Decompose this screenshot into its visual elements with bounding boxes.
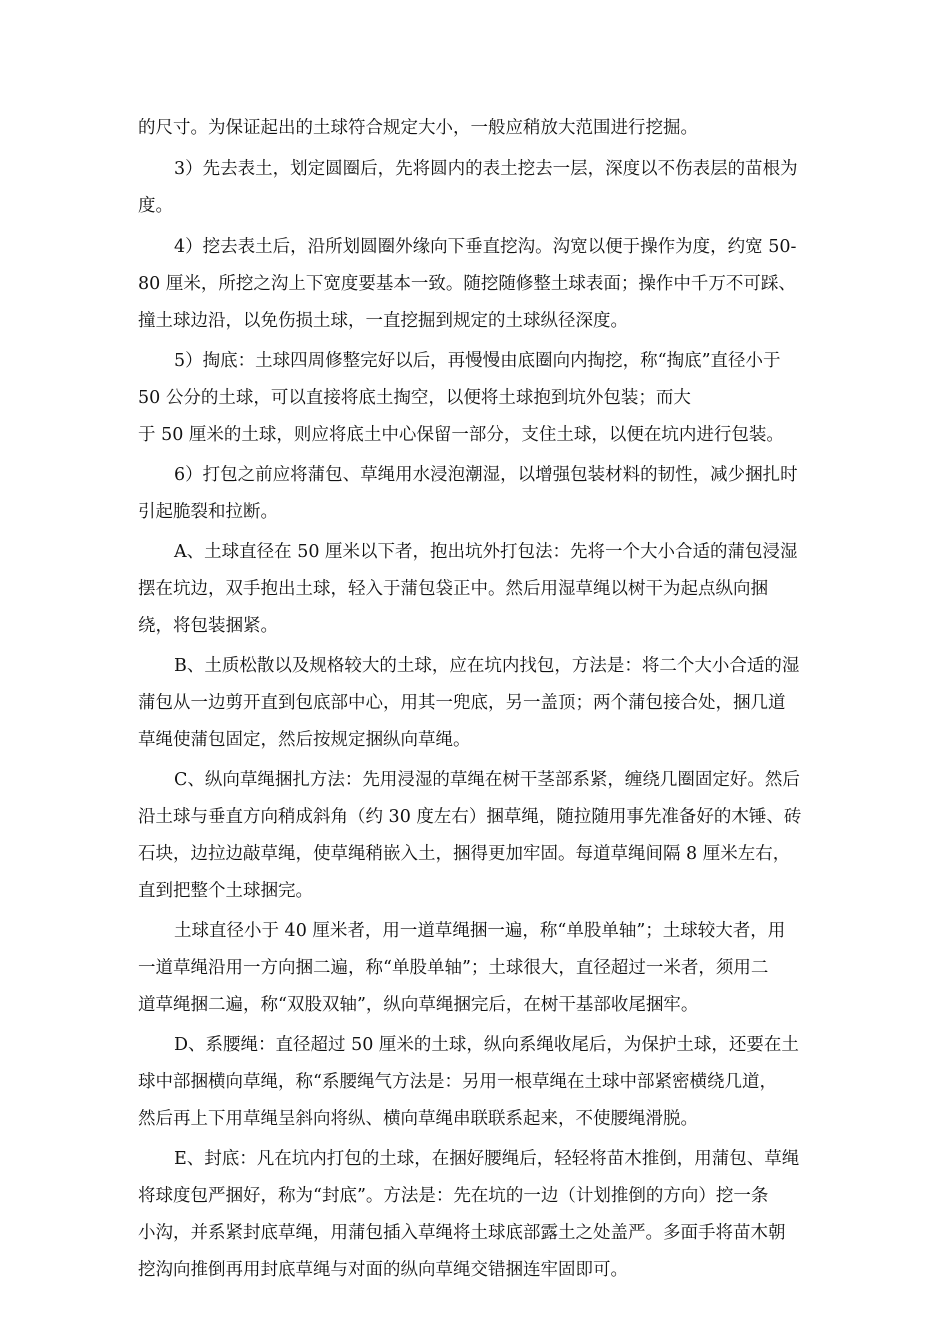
text-line: 沿土球与垂直方向稍成斜角（约 30 度左右）捆草绳，随拉随用事先准备好的木锤、砖 bbox=[138, 807, 802, 827]
text-line: 50 公分的土球，可以直接将底土掏空，以便将土球抱到坑外包装；而大 bbox=[138, 388, 691, 408]
text-line: 小沟，并系紧封底草绳，用蒲包插入草绳将土球底部露土之处盖严。多面手将苗木朝 bbox=[138, 1223, 786, 1243]
text-line: 于 50 厘米的土球，则应将底土中心保留一部分，支住土球，以便在坑内进行包装。 bbox=[138, 425, 784, 445]
text-line: 绕，将包装捆紧。 bbox=[138, 616, 278, 636]
paragraph-line: 4）挖去表土后，沿所划圆圈外缘向下垂直挖沟。沟宽以便于操作为度，约宽 50- bbox=[174, 237, 797, 257]
text-line: 摆在坑边，双手抱出土球，轻入于蒲包袋正中。然后用湿草绳以树干为起点纵向捆 bbox=[138, 579, 768, 599]
text-line: 蒲包从一边剪开直到包底部中心，用其一兜底，另一盖顶；两个蒲包接合处，捆几道 bbox=[138, 693, 786, 713]
paragraph-line: 6）打包之前应将蒲包、草绳用水浸泡潮湿，以增强包装材料的韧性，减少捆扎时 bbox=[174, 465, 798, 485]
paragraph-line: 土球直径小于 40 厘米者，用一道草绳捆一遍，称“单股单轴”；土球较大者，用 bbox=[174, 921, 786, 941]
text-line: 的尺寸。为保证起出的土球符合规定大小，一般应稍放大范围进行挖掘。 bbox=[138, 118, 698, 138]
paragraph-line: D、系腰绳：直径超过 50 厘米的土球，纵向系绳收尾后，为保护土球，还要在土 bbox=[174, 1035, 799, 1055]
text-line: 球中部捆横向草绳，称“系腰绳气方法是：另用一根草绳在土球中部紧密横绕几道， bbox=[138, 1072, 777, 1092]
text-line: 挖沟向推倒再用封底草绳与对面的纵向草绳交错捆连牢固即可。 bbox=[138, 1260, 628, 1280]
text-line: 将球度包严捆好，称为“封底”。方法是：先在坑的一边（计划推倒的方向）挖一条 bbox=[138, 1186, 769, 1206]
text-line: 草绳使蒲包固定，然后按规定捆纵向草绳。 bbox=[138, 730, 471, 750]
text-line: 直到把整个土球捆完。 bbox=[138, 881, 313, 901]
paragraph-line: A、土球直径在 50 厘米以下者，抱出坑外打包法：先将一个大小合适的蒲包浸湿 bbox=[174, 542, 798, 562]
paragraph-line: B、土质松散以及规格较大的土球，应在坑内找包，方法是：将二个大小合适的湿 bbox=[174, 656, 800, 676]
text-line: 石块，边拉边敲草绳，使草绳稍嵌入土，捆得更加牢固。每道草绳间隔 8 厘米左右， bbox=[138, 844, 791, 864]
text-line: 引起脆裂和拉断。 bbox=[138, 502, 278, 522]
paragraph-line: 5）掏底：土球四周修整完好以后，再慢慢由底圈向内掏挖，称“掏底”直径小于 bbox=[174, 351, 781, 371]
text-line: 80 厘米，所挖之沟上下宽度要基本一致。随挖随修整土球表面；操作中千万不可踩、 bbox=[138, 274, 796, 294]
text-line: 度。 bbox=[138, 196, 173, 216]
text-line: 撞土球边沿，以免伤损土球，一直挖掘到规定的土球纵径深度。 bbox=[138, 311, 628, 331]
paragraph-line: E、封底：凡在坑内打包的土球，在捆好腰绳后，轻轻将苗木推倒，用蒲包、草绳 bbox=[174, 1149, 800, 1169]
text-line: 一道草绳沿用一方向捆二遍，称“单股单轴”；土球很大，直径超过一米者，须用二 bbox=[138, 958, 769, 978]
text-line: 然后再上下用草绳呈斜向将纵、横向草绳串联联系起来，不使腰绳滑脱。 bbox=[138, 1109, 698, 1129]
paragraph-line: 3）先去表土，划定圆圈后，先将圆内的表土挖去一层，深度以不伤表层的苗根为 bbox=[174, 159, 798, 179]
text-line: 道草绳捆二遍，称“双股双轴”，纵向草绳捆完后，在树干基部收尾捆牢。 bbox=[138, 995, 699, 1015]
paragraph-line: C、纵向草绳捆扎方法：先用浸湿的草绳在树干茎部系紧，缠绕几圈固定好。然后 bbox=[174, 770, 800, 790]
